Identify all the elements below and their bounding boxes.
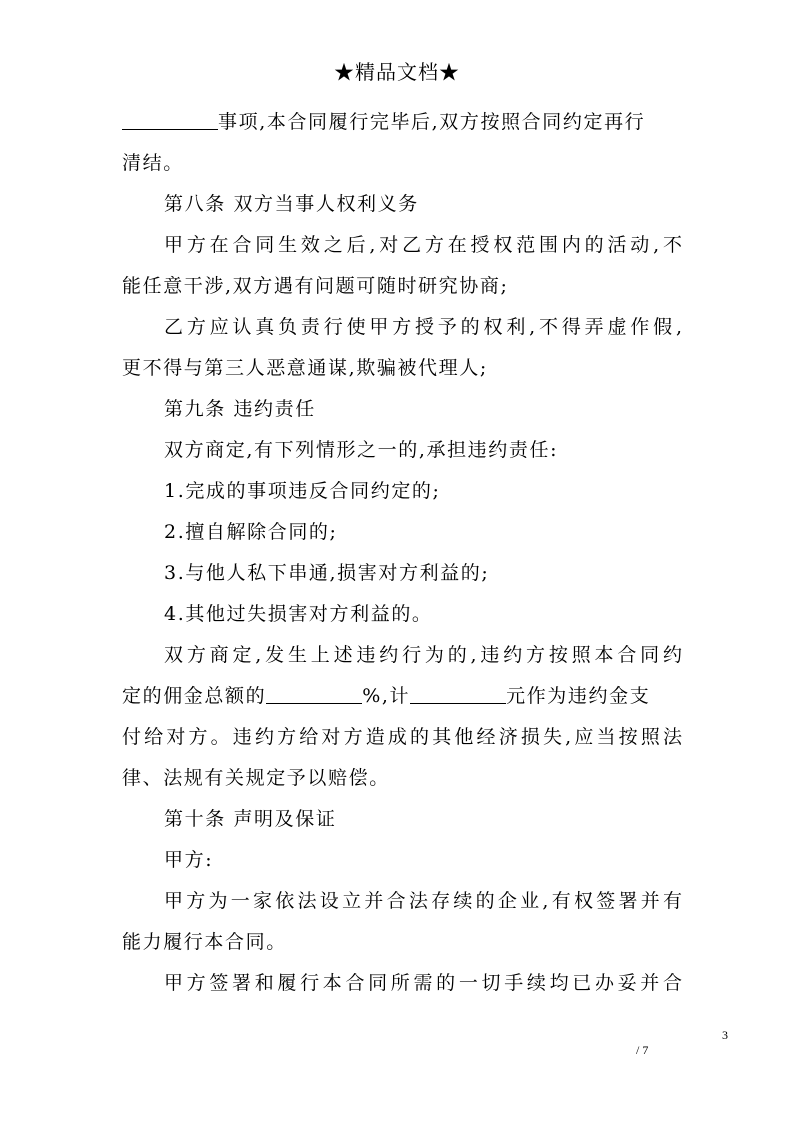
text-line: 甲方签署和履行本合同所需的一切手续均已办妥并合: [164, 972, 682, 994]
section-heading-article-10: 第十条 声明及保证: [164, 808, 337, 830]
page-total: / 7: [636, 1043, 649, 1057]
section-heading-article-9: 第九条 违约责任: [164, 398, 316, 420]
section-heading-article-8: 第八条 双方当事人权利义务: [164, 193, 419, 215]
fill-in-blank[interactable]: [122, 105, 218, 130]
percentage-blank[interactable]: [266, 679, 362, 704]
document-body: [122, 102, 682, 1004]
amount-blank[interactable]: [410, 679, 506, 704]
list-item: 1.完成的事项违反合同约定的;: [164, 480, 441, 502]
text-line: 甲方在合同生效之后,对乙方在授权范围内的活动,不: [164, 234, 682, 256]
text-line: 更不得与第三人恶意通谋,欺骗被代理人;: [122, 357, 488, 379]
list-item: 4.其他过失损害对方利益的。: [164, 603, 433, 625]
text-line: 双方商定,有下列情形之一的,承担违约责任:: [164, 439, 559, 461]
text-line: 律、法规有关规定予以赔偿。: [122, 767, 390, 789]
text-line: 清结。: [122, 152, 184, 174]
page-header-title: ★精品文档★: [334, 60, 460, 84]
text-line: 定的佣金总额的 %,计 元作为违约金支: [122, 676, 682, 717]
text-line: 双方商定,发生上述违约行为的,违约方按照本合同约: [164, 644, 682, 666]
text-line: 付给对方。违约方给对方造成的其他经济损失,应当按照法: [122, 726, 682, 748]
text-line: 甲方为一家依法设立并合法存续的企业,有权签署并有: [164, 890, 682, 912]
page-number: 3: [722, 1028, 728, 1042]
text-line: 能力履行本合同。: [122, 931, 287, 953]
list-item: 2.擅自解除合同的;: [164, 521, 338, 543]
text-line: 能任意干涉,双方遇有问题可随时研究协商;: [122, 275, 509, 297]
text-line: 乙方应认真负责行使甲方授予的权利,不得弄虚作假,: [164, 316, 682, 338]
list-item: 3.与他人私下串通,损害对方利益的;: [164, 562, 490, 584]
text-line: 事项,本合同履行完毕后,双方按照合同约定再行: [122, 102, 682, 143]
party-a-label: 甲方:: [164, 849, 214, 871]
